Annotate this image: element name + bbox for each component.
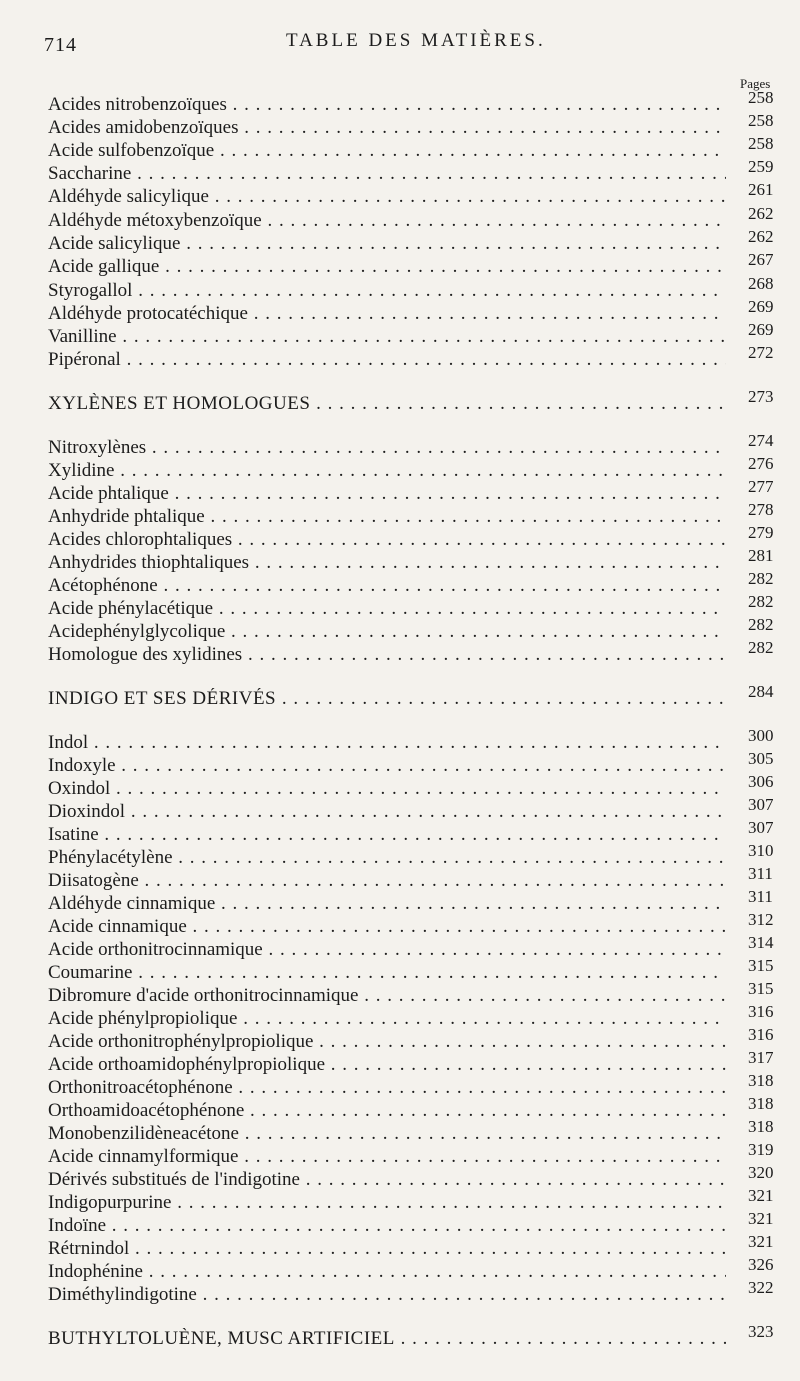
- toc-page-number: 319: [748, 1140, 774, 1159]
- toc-entry: [48, 592, 800, 622]
- toc-entry-title: Anhydrides thiophtaliques . . .: [48, 552, 726, 574]
- toc-entry-title: Acidephénylglycolique . . .: [48, 621, 726, 643]
- toc-entry: [48, 818, 800, 848]
- toc-entry: [48, 1002, 800, 1032]
- toc-page-number: 320: [748, 1163, 774, 1182]
- toc-page-number: 273: [748, 387, 774, 406]
- toc-entry-title: Indol . . .: [48, 732, 726, 754]
- toc-entry-title: Acides amidobenzoïques . . .: [48, 117, 726, 139]
- toc-entry-title: Aldéhyde métoxybenzoïque . . .: [48, 210, 726, 232]
- toc-section-heading: [48, 1322, 800, 1352]
- toc-page-number: 311: [748, 887, 773, 906]
- toc-entry: [48, 546, 800, 576]
- toc-page-number: 311: [748, 864, 773, 883]
- toc-entry: [48, 1025, 800, 1055]
- toc-entry: [48, 638, 800, 668]
- toc-page-number: 267: [748, 250, 774, 269]
- table-of-contents: [48, 0, 800, 1381]
- toc-entry-title: Indigopurpurine . . .: [48, 1192, 726, 1214]
- toc-page-number: 282: [748, 592, 774, 611]
- toc-page-number: 315: [748, 979, 774, 998]
- toc-entry: [48, 1232, 800, 1262]
- toc-page-number: 258: [748, 111, 774, 130]
- toc-entry: [48, 569, 800, 599]
- toc-entry: [48, 274, 800, 304]
- running-head: TABLE DES MATIÈRES.: [286, 30, 546, 51]
- pages-column-label: Pages: [740, 76, 771, 91]
- toc-page-number: 317: [748, 1048, 774, 1067]
- toc-page-number: 284: [748, 682, 774, 701]
- toc-entry: [48, 227, 800, 257]
- toc-entry: [48, 343, 800, 373]
- toc-entry-title: Aldéhyde salicylique . . .: [48, 186, 726, 208]
- toc-page-number: 258: [748, 88, 774, 107]
- toc-page-number: 262: [748, 227, 774, 246]
- toc-entry: [48, 111, 800, 141]
- toc-entry-title: Acide sulfobenzoïque . . .: [48, 140, 726, 162]
- toc-entry: [48, 1278, 800, 1308]
- toc-page-number: 326: [748, 1255, 774, 1274]
- toc-entry-title: Acétophénone . . .: [48, 575, 726, 597]
- toc-page-number: 282: [748, 638, 774, 657]
- toc-entry-title: Saccharine . . .: [48, 163, 726, 185]
- toc-entry: [48, 795, 800, 825]
- toc-entry: [48, 1163, 800, 1193]
- toc-page-number: 282: [748, 615, 774, 634]
- toc-entry-title: Orthonitroacétophénone . . .: [48, 1077, 726, 1099]
- toc-entry-title: Aldéhyde cinnamique . . .: [48, 893, 726, 915]
- toc-page-number: 315: [748, 956, 774, 975]
- toc-entry: [48, 887, 800, 917]
- toc-page-number: 259: [748, 157, 774, 176]
- toc-page-number: 321: [748, 1232, 774, 1251]
- toc-entry: [48, 956, 800, 986]
- toc-page-number: 322: [748, 1278, 774, 1297]
- toc-page-number: 307: [748, 795, 774, 814]
- toc-entry: [48, 1255, 800, 1285]
- toc-entry-title: Isatine . . .: [48, 824, 726, 846]
- toc-page-number: 318: [748, 1117, 774, 1136]
- toc-entry: [48, 1186, 800, 1216]
- toc-page-number: 310: [748, 841, 774, 860]
- toc-entry: [48, 320, 800, 350]
- toc-page-number: 318: [748, 1071, 774, 1090]
- toc-entry: [48, 1094, 800, 1124]
- toc-entry: [48, 1071, 800, 1101]
- toc-page-number: 321: [748, 1186, 774, 1205]
- toc-entry: [48, 180, 800, 210]
- toc-page-number: 277: [748, 477, 774, 496]
- toc-entry-title: Nitroxylènes . . .: [48, 437, 726, 459]
- toc-entry: [48, 157, 800, 187]
- toc-page-number: 316: [748, 1002, 774, 1021]
- toc-entry-title: Acides nitrobenzoïques . . .: [48, 94, 726, 116]
- toc-page-number: 307: [748, 818, 774, 837]
- toc-page-number: 258: [748, 134, 774, 153]
- toc-entry-title: Acide cinnamylformique . . .: [48, 1146, 726, 1168]
- toc-entry: [48, 500, 800, 530]
- toc-entry-title: Vanilline . . .: [48, 326, 726, 348]
- toc-entry-title: Acide phénylpropiolique . . .: [48, 1008, 726, 1030]
- toc-entry: [48, 864, 800, 894]
- toc-entry-title: Rétrnindol . . .: [48, 1238, 726, 1260]
- toc-entry-title: Acide cinnamique . . .: [48, 916, 726, 938]
- toc-entry-title: Dibromure d'acide orthonitrocinnamique . . .: [48, 985, 726, 1007]
- toc-page-number: 323: [748, 1322, 774, 1341]
- toc-entry: [48, 431, 800, 461]
- toc-entry-title: Indophénine . . .: [48, 1261, 726, 1283]
- toc-entry: [48, 297, 800, 327]
- toc-entry-title: Aldéhyde protocatéchique . . .: [48, 303, 726, 325]
- toc-section-heading: [48, 387, 800, 417]
- toc-entry: [48, 979, 800, 1009]
- toc-page-number: 305: [748, 749, 774, 768]
- toc-entry-title: Xylidine . . .: [48, 460, 726, 482]
- toc-page-number: 312: [748, 910, 774, 929]
- toc-entry: [48, 772, 800, 802]
- toc-entry-title: XYLÈNES ET HOMOLOGUES . . .: [48, 393, 726, 415]
- toc-page-number: 318: [748, 1094, 774, 1113]
- toc-entry-title: INDIGO ET SES DÉRIVÉS . . .: [48, 688, 726, 710]
- toc-entry-title: Homologue des xylidines . . .: [48, 644, 726, 666]
- toc-entry: [48, 88, 800, 118]
- toc-page-number: 316: [748, 1025, 774, 1044]
- toc-entry-title: Indoxyle . . .: [48, 755, 726, 777]
- toc-entry-title: Monobenzilidèneacétone . . .: [48, 1123, 726, 1145]
- toc-entry: [48, 749, 800, 779]
- toc-page-number: 272: [748, 343, 774, 362]
- toc-page-number: 268: [748, 274, 774, 293]
- toc-entry-title: Acide orthonitrocinnamique . . .: [48, 939, 726, 961]
- toc-page-number: 300: [748, 726, 774, 745]
- toc-entry: [48, 134, 800, 164]
- toc-entry: [48, 933, 800, 963]
- toc-entry-title: Orthoamidoacétophénone . . .: [48, 1100, 726, 1122]
- toc-page-number: 282: [748, 569, 774, 588]
- toc-entry: [48, 454, 800, 484]
- toc-page-number: 269: [748, 320, 774, 339]
- toc-entry: [48, 250, 800, 280]
- toc-page-number: 269: [748, 297, 774, 316]
- toc-entry: [48, 1209, 800, 1239]
- toc-page-number: 306: [748, 772, 774, 791]
- toc-section-heading: [48, 682, 800, 712]
- toc-entry: [48, 523, 800, 553]
- toc-entry-title: Acide orthoamidophénylpropiolique . . .: [48, 1054, 726, 1076]
- toc-entry-title: Acide phénylacétique . . .: [48, 598, 726, 620]
- toc-entry: [48, 477, 800, 507]
- toc-entry-title: Acide gallique . . .: [48, 256, 726, 278]
- toc-entry-title: BUTHYLTOLUÈNE, MUSC ARTIFICIEL . . .: [48, 1328, 726, 1350]
- page-number: 714: [44, 34, 77, 56]
- toc-entry: [48, 615, 800, 645]
- toc-entry: [48, 1117, 800, 1147]
- toc-entry-title: Diisatogène . . .: [48, 870, 726, 892]
- toc-page-number: 276: [748, 454, 774, 473]
- toc-entry-title: Indoïne . . .: [48, 1215, 726, 1237]
- toc-entry: [48, 204, 800, 234]
- toc-entry: [48, 726, 800, 756]
- toc-page-number: 261: [748, 180, 774, 199]
- toc-entry-title: Anhydride phtalique . . .: [48, 506, 726, 528]
- toc-entry-title: Dérivés substitués de l'indigotine . . .: [48, 1169, 726, 1191]
- toc-entry-title: Acide orthonitrophénylpropiolique . . .: [48, 1031, 726, 1053]
- toc-entry-title: Oxindol . . .: [48, 778, 726, 800]
- toc-entry-title: Acides chlorophtaliques . . .: [48, 529, 726, 551]
- toc-entry-title: Coumarine . . .: [48, 962, 726, 984]
- toc-page-number: 278: [748, 500, 774, 519]
- toc-entry: [48, 841, 800, 871]
- toc-entry: [48, 1140, 800, 1170]
- toc-entry-title: Dioxindol . . .: [48, 801, 726, 823]
- toc-entry: [48, 1048, 800, 1078]
- toc-entry-title: Pipéronal . . .: [48, 349, 726, 371]
- toc-page-number: 281: [748, 546, 774, 565]
- toc-page-number: 321: [748, 1209, 774, 1228]
- toc-entry-title: Diméthylindigotine . . .: [48, 1284, 726, 1306]
- toc-entry-title: Acide salicylique . . .: [48, 233, 726, 255]
- toc-page-number: 279: [748, 523, 774, 542]
- toc-entry-title: Phénylacétylène . . .: [48, 847, 726, 869]
- toc-entry: [48, 910, 800, 940]
- toc-page-number: 262: [748, 204, 774, 223]
- toc-entry-title: Acide phtalique . . .: [48, 483, 726, 505]
- toc-page-number: 274: [748, 431, 774, 450]
- toc-entry-title: Styrogallol . . .: [48, 280, 726, 302]
- toc-page-number: 314: [748, 933, 774, 952]
